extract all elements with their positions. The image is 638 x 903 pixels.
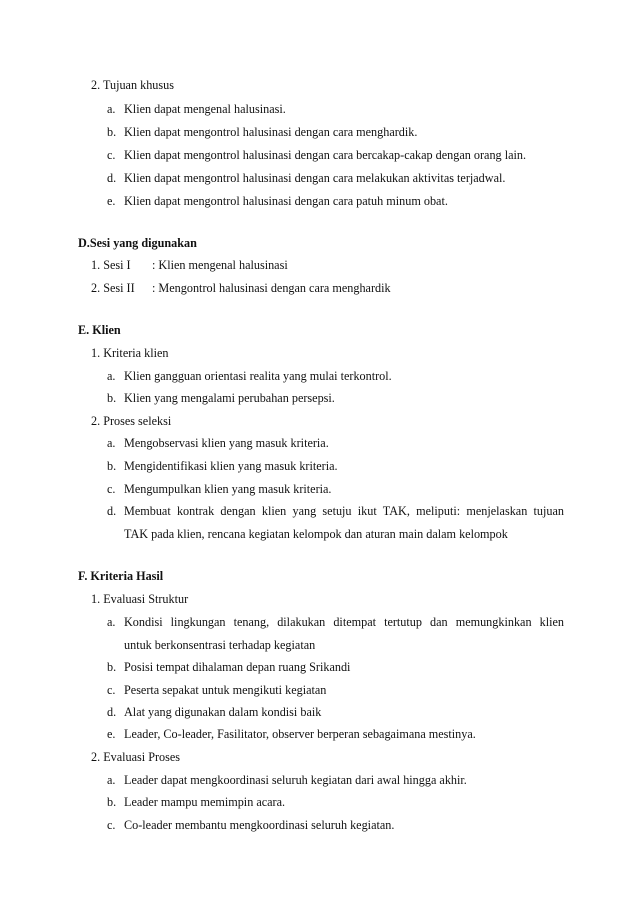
subsection-heading: 2. Proses seleksi — [91, 414, 172, 428]
list-item: Leader dapat mengkoordinasi seluruh kegiatan dari awal hingga akhir. — [124, 773, 467, 787]
subsection-heading: 1. Kriteria klien — [91, 346, 169, 360]
list-item: Kondisi lingkungan tenang, dilakukan ditempat tertutup dan memungkinkan klien — [124, 615, 564, 629]
list-marker: a. — [107, 369, 116, 383]
subsection-heading: 1. Evaluasi Struktur — [91, 592, 189, 606]
list-marker: c. — [107, 148, 116, 162]
list-marker: d. — [107, 504, 117, 518]
list-marker: b. — [107, 660, 117, 674]
list-item: Leader mampu memimpin acara. — [124, 795, 286, 809]
list-item-continuation: untuk berkonsentrasi terhadap kegiatan — [124, 638, 316, 652]
list-marker: c. — [107, 818, 116, 832]
tujuan-khusus-heading: 2. Tujuan khusus — [91, 78, 174, 92]
list-item: Klien yang mengalami perubahan persepsi. — [124, 391, 335, 405]
sesi-description: : Klien mengenal halusinasi — [152, 258, 288, 272]
sesi-number: 2. Sesi II — [91, 281, 135, 295]
list-item: Klien dapat mengontrol halusinasi dengan cara menghardik. — [124, 125, 418, 139]
list-item: Co-leader membantu mengkoordinasi seluruh kegiatan. — [124, 818, 395, 832]
list-marker: a. — [107, 615, 116, 629]
list-marker: a. — [107, 773, 116, 787]
list-marker: c. — [107, 683, 116, 697]
list-item: Peserta sepakat untuk mengikuti kegiatan — [124, 683, 327, 697]
list-item-continuation: TAK pada klien, rencana kegiatan kelompok dan aturan main dalam kelompok — [124, 527, 508, 541]
list-marker: b. — [107, 125, 117, 139]
section-f-heading: F. Kriteria Hasil — [78, 569, 164, 583]
list-item: Klien dapat mengontrol halusinasi dengan cara patuh minum obat. — [124, 194, 448, 208]
list-item: Mengidentifikasi klien yang masuk kriteria. — [124, 459, 338, 473]
list-marker: d. — [107, 171, 117, 185]
list-item: Klien gangguan orientasi realita yang mulai terkontrol. — [124, 369, 392, 383]
list-marker: b. — [107, 391, 117, 405]
list-marker: b. — [107, 459, 117, 473]
list-item: Mengumpulkan klien yang masuk kriteria. — [124, 482, 332, 496]
list-item: Klien dapat mengontrol halusinasi dengan cara bercakap-cakap dengan orang lain. — [124, 148, 527, 162]
list-marker: a. — [107, 102, 116, 116]
list-marker: e. — [107, 194, 116, 208]
section-e-heading: E. Klien — [78, 323, 121, 337]
list-item: Posisi tempat dihalaman depan ruang Srikandi — [124, 660, 351, 674]
list-marker: a. — [107, 436, 116, 450]
list-item: Klien dapat mengenal halusinasi. — [124, 102, 286, 116]
list-marker: c. — [107, 482, 116, 496]
sesi-description: : Mengontrol halusinasi dengan cara menghardik — [152, 281, 391, 295]
list-item: Alat yang digunakan dalam kondisi baik — [124, 705, 322, 719]
list-item: Mengobservasi klien yang masuk kriteria. — [124, 436, 329, 450]
subsection-heading: 2. Evaluasi Proses — [91, 750, 181, 764]
sesi-number: 1. Sesi I — [91, 258, 131, 272]
list-marker: e. — [107, 727, 116, 741]
section-d-heading: D.Sesi yang digunakan — [78, 236, 197, 250]
list-item: Membuat kontrak dengan klien yang setuju ikut TAK, meliputi: menjelaskan tujuan — [124, 504, 564, 518]
list-item: Klien dapat mengontrol halusinasi dengan cara melakukan aktivitas terjadwal. — [124, 171, 506, 185]
list-marker: b. — [107, 795, 117, 809]
list-marker: d. — [107, 705, 117, 719]
list-item: Leader, Co-leader, Fasilitator, observer berperan sebagaimana mestinya. — [124, 727, 476, 741]
